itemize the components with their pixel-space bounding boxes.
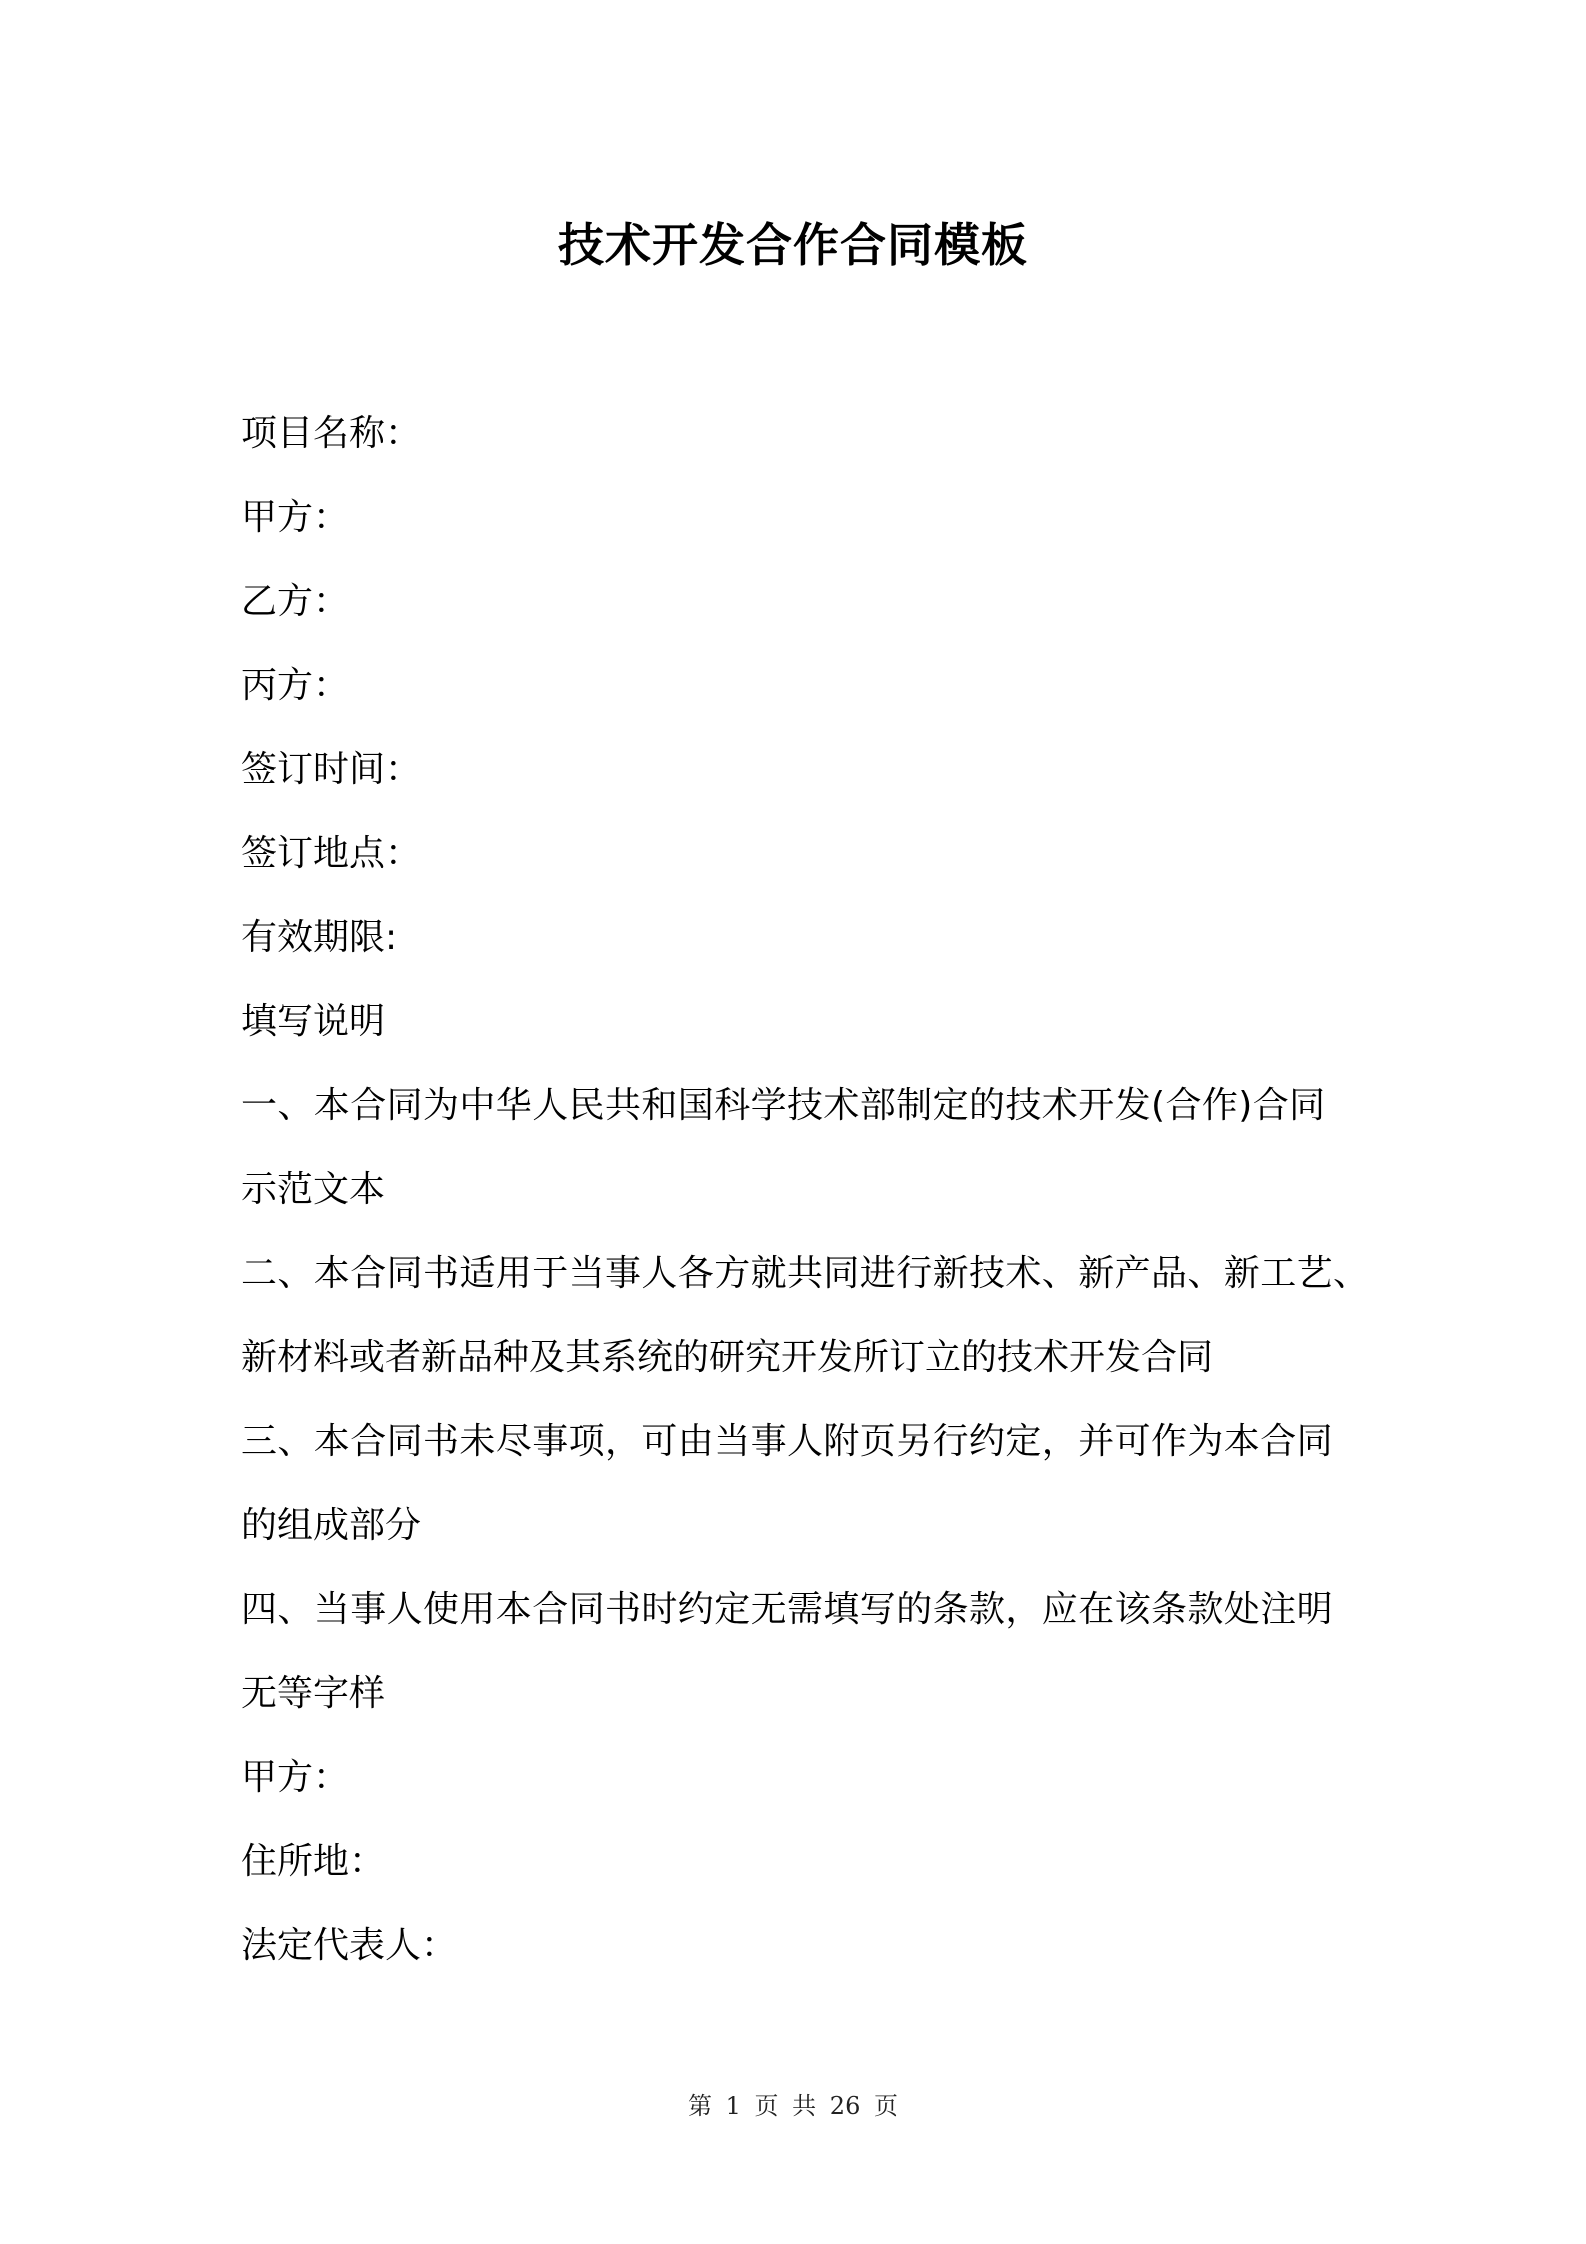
instruction-item-2-line-1: 二、本合同书适用于当事人各方就共同进行新技术、新产品、新工艺、 [241, 1253, 1370, 1294]
page-number-footer: 第 1 页 共 26 页 [688, 2092, 898, 2120]
field-address: 住所地： [241, 1841, 386, 1882]
instruction-item-3-line-1: 三、本合同书未尽事项，可由当事人附页另行约定，并可作为本合同 [241, 1421, 1334, 1462]
instruction-item-2-line-2: 新材料或者新品种及其系统的研究开发所订立的技术开发合同 [241, 1337, 1214, 1378]
field-party-c: 丙方： [241, 665, 350, 706]
instruction-item-1-line-1: 一、本合同为中华人民共和国科学技术部制定的技术开发(合作)合同 [241, 1085, 1326, 1126]
instruction-item-3-line-2: 的组成部分 [241, 1505, 422, 1546]
field-bottom-party-a: 甲方： [241, 1757, 350, 1798]
field-signing-place: 签订地点： [241, 833, 422, 874]
field-party-a: 甲方： [241, 497, 350, 538]
field-project-name: 项目名称： [241, 413, 422, 454]
document-title: 技术开发合作合同模板 [558, 218, 1028, 272]
field-signing-time: 签订时间： [241, 749, 422, 790]
field-party-b: 乙方： [241, 581, 350, 622]
field-validity-period: 有效期限: [241, 917, 398, 958]
instruction-item-4-line-2: 无等字样 [241, 1673, 386, 1714]
instruction-item-4-line-1: 四、当事人使用本合同书时约定无需填写的条款，应在该条款处注明 [241, 1589, 1334, 1630]
instructions-heading: 填写说明 [241, 1001, 386, 1042]
field-legal-representative: 法定代表人： [241, 1925, 458, 1966]
instruction-item-1-line-2: 示范文本 [241, 1169, 386, 1210]
